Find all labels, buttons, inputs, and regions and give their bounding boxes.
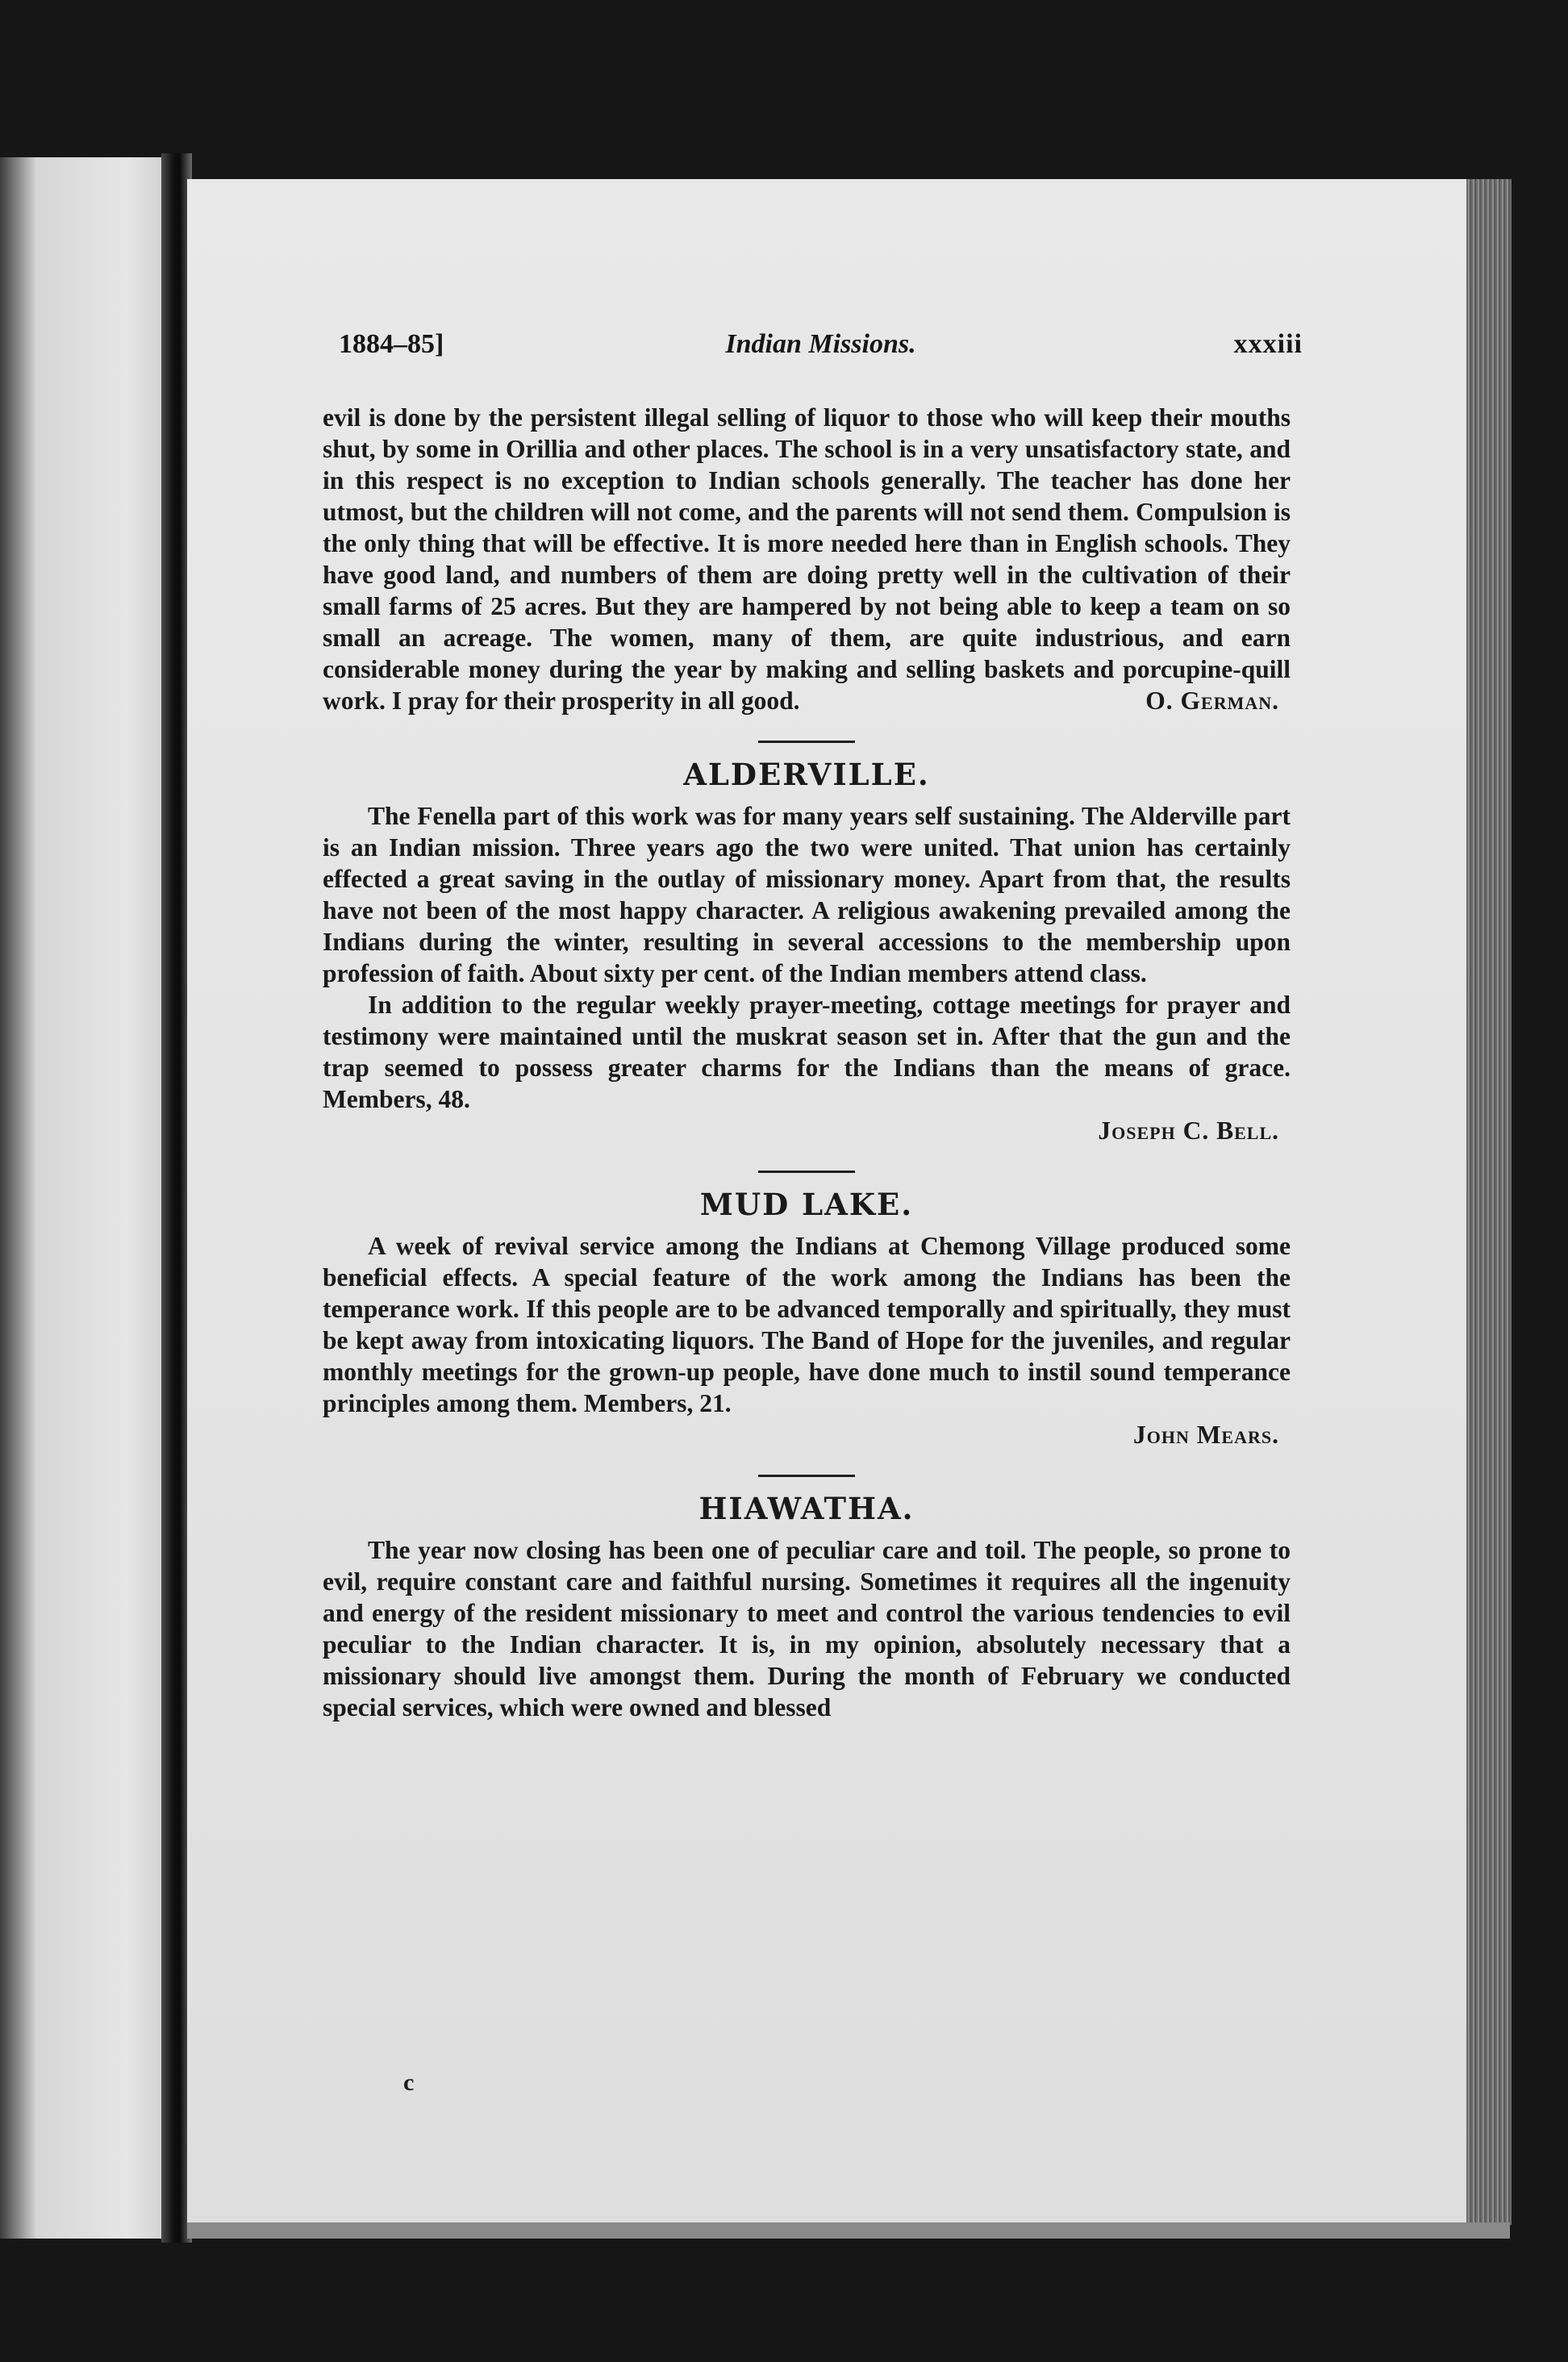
alderville-heading: ALDERVILLE. (683, 757, 930, 792)
intro-paragraph (323, 402, 1291, 716)
intro-text: evil is done by the persistent illegal selling of liquor to those who will keep their mouths shut, by some in Orillia and other places. The school is in a very unsatisfactory state, and in this respect is no exception to Indian schools generally. The teacher has done her utmost, but the children will not come, and the parents will not send them. Compulsion is the only thing that will be effective. It is more needed here than in English schools. They have good land, and numbers of them are doing pretty well in the cultivation of their small farms of 25 acres. But they are hampered by not being able to keep a team on so small an acreage. The women, many of them, are quite industrious, and earn considerable money during the year by making and selling baskets and porcupine-quill work. I pray for their prosperity in all good. (323, 403, 1291, 715)
header-page-number: xxxiii (1233, 329, 1303, 359)
mud-lake-heading: MUD LAKE. (699, 1187, 914, 1222)
mud-lake-signature: John Mears. (1132, 1421, 1279, 1449)
hiawatha-paragraph-1: The year now closing has been one of peculiar care and toil. The people, so prone to evil, require constant care and faithful nursing. Sometimes it requires all the ingenuity and energy of the resident missionary to meet and control the various tendencies to evil peculiar to the Indian character. It is, in my opinion, absolutely necessary that a missionary should live amongst them. During the month of February we conducted special services, which were owned and blessed (323, 1536, 1291, 1721)
running-header (339, 329, 1303, 369)
header-year-range: 1884–85] (339, 329, 444, 359)
alderville-signature: Joseph C. Bell. (1098, 1116, 1279, 1145)
hiawatha-heading: HIAWATHA. (699, 1491, 915, 1526)
section-divider (758, 741, 855, 743)
header-title: Indian Missions. (725, 329, 916, 359)
alderville-paragraph-2: In addition to the regular weekly prayer-meeting, cottage meetings for prayer and testimony were maintained until the muskrat season set in. After that the gun and the trap seemed to possess greater charms for the Indians than the means of grace. Members, 48. (323, 991, 1291, 1113)
mud-lake-paragraph-1: A week of revival service among the Indians at Chemong Village produced some beneficial effects. A special feature of the work among the Indians has been the temperance work. If this people are to be advanced temporally and spiritually, they must be kept away from intoxicating liquors. The Band of Hope for the juveniles, and regular monthly meetings for the grown-up people, have done much to instil sound temperance principles among them. Members, 21. (323, 1232, 1291, 1417)
alderville-paragraph-1: The Fenella part of this work was for many years self sustaining. The Alderville part is an Indian mission. Three years ago the two were united. That union has certainly effected a great saving in the outlay of missionary money. Apart from that, the results have not been of the most happy character. A religious awakening prevailed among the Indians during the winter, resulting in several accessions to the membership upon profession of faith. About sixty per cent. of the Indian members attend class. (323, 802, 1291, 987)
section-divider (758, 1475, 855, 1477)
page-stack-edge (1466, 179, 1512, 2225)
page-bottom-shadow (187, 2222, 1510, 2239)
intro-signature: O. German. (1145, 686, 1279, 715)
facing-page-edge (0, 157, 181, 2239)
section-divider (758, 1171, 855, 1173)
page-body (323, 402, 1291, 1723)
printer-signature-mark: c (403, 2069, 415, 2096)
